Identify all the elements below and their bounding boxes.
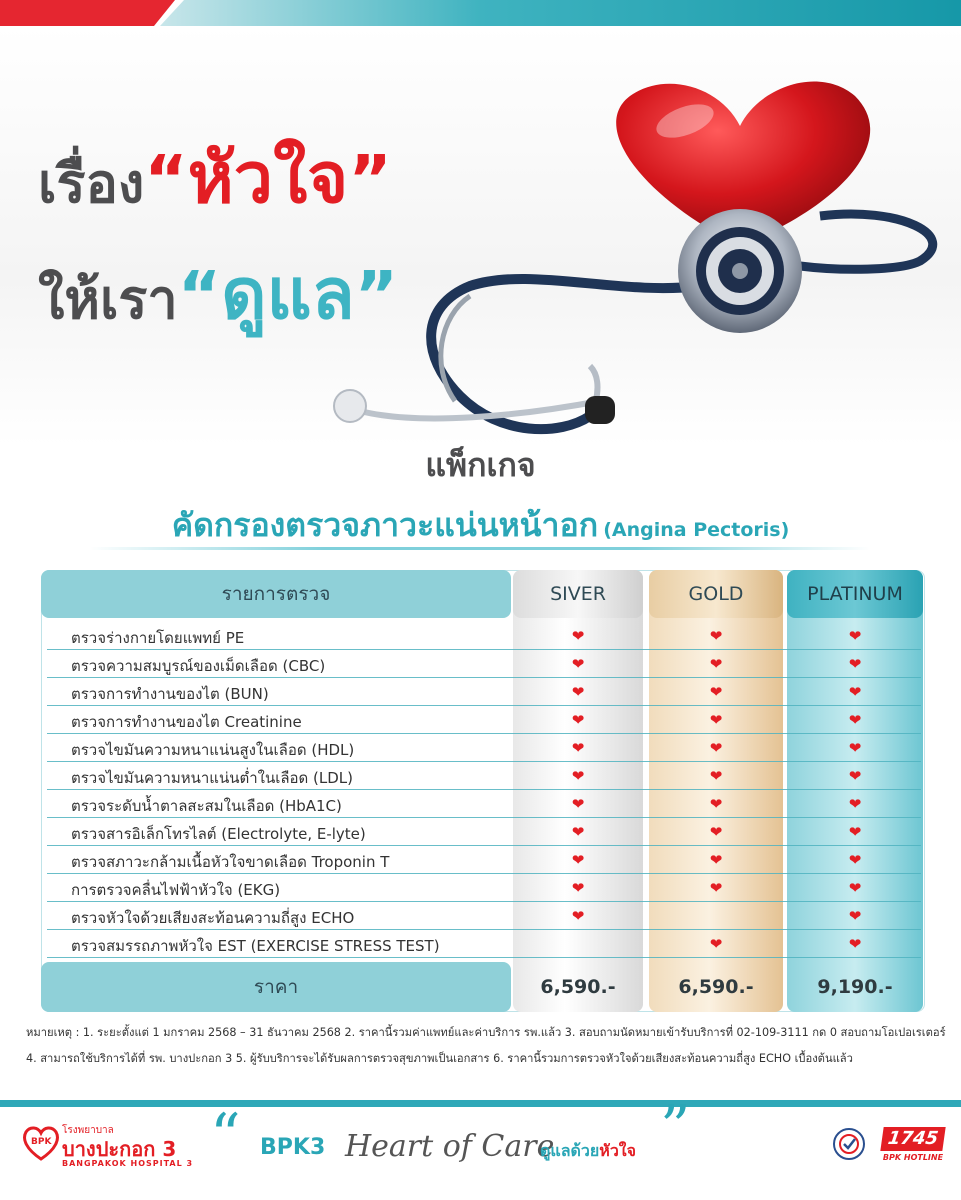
hotline-caption: BPK HOTLINE: [882, 1153, 944, 1162]
heart-check-icon: ❤: [848, 823, 862, 841]
table-row: [41, 846, 925, 874]
heart-check-icon: ❤: [571, 879, 585, 897]
slogan: [210, 1093, 700, 1187]
heart-check-icon: ❤: [848, 627, 862, 645]
heart-check-icon: ❤: [848, 655, 862, 673]
table-rows: [41, 622, 925, 958]
notes: [26, 1020, 946, 1072]
package-title-en: (Angina Pectoris): [603, 519, 790, 541]
heart-check-icon: ❤: [848, 711, 862, 729]
slogan-script: Heart of Care: [345, 1129, 555, 1164]
header-item: รายการตรวจ: [41, 570, 511, 618]
price-row: [41, 962, 925, 1012]
package-title-th: คัดกรองตรวจภาวะแน่นหน้าอก: [171, 506, 599, 544]
heart-check-icon: ❤: [848, 851, 862, 869]
heart-check-icon: ❤: [709, 767, 723, 785]
row-label: ตรวจหัวใจด้วยเสียงสะท้อนความถี่สูง ECHO: [71, 909, 355, 927]
heart-check-icon: ❤: [848, 907, 862, 925]
logo-name: บางปะกอก 3: [62, 1137, 177, 1161]
headline-2-emphasis: ดูแล: [221, 253, 355, 335]
heart-check-icon: ❤: [571, 851, 585, 869]
package-table: [41, 570, 925, 1012]
table-row: [41, 678, 925, 706]
top-stripe: [0, 0, 961, 26]
heart-check-icon: ❤: [848, 767, 862, 785]
price-platinum: 9,190.-: [817, 976, 893, 998]
footer-divider: [0, 1100, 961, 1107]
headline-1-prefix: เรื่อง: [38, 152, 145, 215]
heart-check-icon: ❤: [709, 935, 723, 953]
headline-1-quote-close: ”: [348, 141, 392, 218]
table-row: [41, 622, 925, 650]
heart-check-icon: ❤: [709, 627, 723, 645]
header-silver: SIVER: [513, 570, 643, 618]
headline-2-quote-open: “: [177, 257, 222, 334]
heart-check-icon: ❤: [709, 739, 723, 757]
table-row: [41, 706, 925, 734]
heart-check-icon: ❤: [571, 795, 585, 813]
slogan-quote-open: “: [210, 1101, 241, 1171]
row-label: การตรวจคลื่นไฟฟ้าหัวใจ (EKG): [71, 881, 281, 899]
table-row: [41, 734, 925, 762]
headline-2-quote-close: ”: [354, 257, 399, 334]
row-divider: [47, 957, 921, 958]
slogan-quote-close: ”: [660, 1093, 691, 1163]
heart-check-icon: ❤: [709, 711, 723, 729]
heart-check-icon: ❤: [571, 655, 585, 673]
heart-check-icon: ❤: [571, 627, 585, 645]
price-label: ราคา: [41, 962, 511, 1012]
row-label: ตรวจสภาวะกล้ามเนื้อหัวใจขาดเลือด Troponin T: [71, 853, 390, 871]
headline-1-quote-open: “: [144, 141, 188, 218]
heart-check-icon: ❤: [571, 683, 585, 701]
headline-line-1: [38, 122, 392, 233]
headline-line-2: [38, 238, 398, 349]
row-label: ตรวจไขมันความหนาแน่นสูงในเลือด (HDL): [71, 741, 355, 759]
heart-check-icon: ❤: [848, 879, 862, 897]
top-stripe-teal: [160, 0, 961, 26]
header-gold: GOLD: [649, 570, 783, 618]
headline-1-emphasis: หัวใจ: [187, 137, 349, 219]
heart-check-icon: ❤: [571, 739, 585, 757]
heart-check-icon: ❤: [848, 683, 862, 701]
heart-check-icon: ❤: [848, 935, 862, 953]
row-label: ตรวจร่างกายโดยแพทย์ PE: [71, 629, 245, 647]
logo-english-name: BANGPAKOK HOSPITAL 3: [62, 1159, 194, 1168]
logo-badge: BPK: [31, 1137, 52, 1147]
row-label: ตรวจระดับน้ำตาลสะสมในเลือด (HbA1C): [71, 797, 342, 815]
table-row: [41, 790, 925, 818]
footer: [0, 1093, 961, 1200]
logo-small-text: โรงพยาบาล: [62, 1125, 114, 1136]
hospital-logo: [22, 1119, 192, 1169]
heart-check-icon: ❤: [571, 907, 585, 925]
price-gold: 6,590.-: [678, 976, 754, 998]
price-silver: 6,590.-: [540, 976, 616, 998]
title-divider: [90, 547, 870, 550]
table-row: [41, 930, 925, 958]
slogan-bpk: BPK3: [260, 1135, 326, 1160]
row-label: ตรวจสารอิเล็กโทรไลต์ (Electrolyte, E-lyte): [71, 825, 366, 843]
heart-check-icon: ❤: [848, 795, 862, 813]
header-platinum: PLATINUM: [787, 570, 923, 618]
slogan-thai-prefix: ดูแลด้วย: [540, 1141, 600, 1160]
package-title: [0, 500, 961, 551]
accreditation-badge-icon: [832, 1127, 866, 1161]
table-row: [41, 650, 925, 678]
heart-check-icon: ❤: [848, 739, 862, 757]
notes-line-2: 4. สามารถใช้บริการได้ที่ รพ. บางปะกอก 3 5. ผู้รับบริการจะได้รับผลการตรวจสุขภาพเป็นเอกสาร 6. ราคานี้รวมการตรวจหัวใจด้วยเสียงสะท้อนความถี่สูง ECHO เบื้องต้นแล้ว: [26, 1052, 853, 1065]
hero-section: [0, 26, 961, 446]
hotline: [882, 1127, 944, 1167]
slogan-thai: [540, 1139, 636, 1164]
heart-check-icon: ❤: [709, 795, 723, 813]
table-row: [41, 874, 925, 902]
table-row: [41, 818, 925, 846]
heart-check-icon: ❤: [571, 823, 585, 841]
row-label: ตรวจความสมบูรณ์ของเม็ดเลือด (CBC): [71, 657, 326, 675]
table-row: [41, 902, 925, 930]
package-label: แพ็กเกจ: [425, 446, 536, 484]
row-label: ตรวจไขมันความหนาแน่นต่ำในเลือด (LDL): [71, 769, 354, 787]
table-row: [41, 762, 925, 790]
heart-check-icon: ❤: [571, 711, 585, 729]
row-label: ตรวจสมรรถภาพหัวใจ EST (EXERCISE STRESS TEST): [71, 937, 440, 955]
top-stripe-red: [0, 0, 175, 26]
heart-check-icon: ❤: [709, 851, 723, 869]
heart-check-icon: ❤: [709, 879, 723, 897]
row-label: ตรวจการทำงานของไต (BUN): [71, 685, 269, 703]
heart-check-icon: ❤: [571, 767, 585, 785]
heart-check-icon: ❤: [709, 683, 723, 701]
hotline-number: 1745: [880, 1127, 945, 1151]
notes-line-1: หมายเหตุ : 1. ระยะตั้งแต่ 1 มกราคม 2568 – 31 ธันวาคม 2568 2. ราคานี้รวมค่าแพทย์และค่าบริการ รพ.แล้ว 3. สอบถามนัดหมายเข้ารับบริการที่ 02-109-3111 กด 0 สอบถามโอเปอเรเตอร์: [26, 1026, 946, 1039]
heart-check-icon: ❤: [709, 655, 723, 673]
headline-2-prefix: ให้เรา: [38, 268, 178, 331]
heart-check-icon: ❤: [709, 823, 723, 841]
slogan-thai-emphasis: หัวใจ: [599, 1141, 636, 1160]
row-label: ตรวจการทำงานของไต Creatinine: [71, 713, 302, 731]
